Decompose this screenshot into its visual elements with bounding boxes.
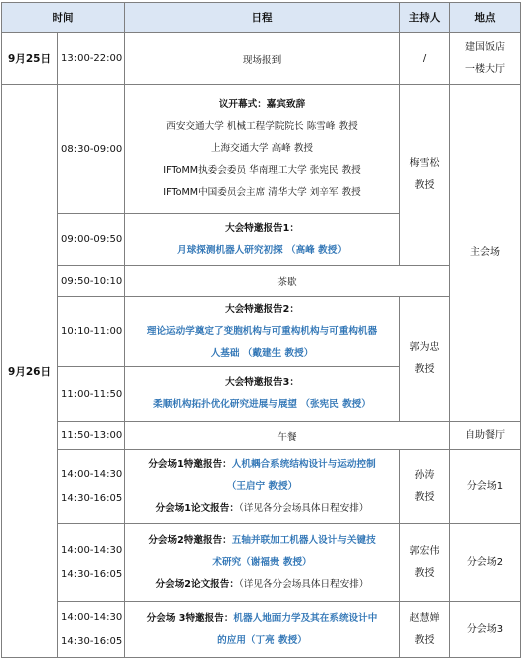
session3-time1: 14:00-14:30: [61, 611, 123, 623]
session3-cell: [125, 602, 400, 658]
opening-cell: [125, 85, 400, 214]
session1-host-name: 孙涛: [414, 469, 435, 481]
session2-time2: 14:30-16:05: [61, 568, 123, 580]
header-row: [2, 3, 521, 33]
break-row: [2, 266, 521, 297]
opening-host-name: 梅雪松: [409, 158, 440, 169]
lunch-time: 11:50-13:00: [58, 422, 125, 450]
keynote2-title: 大会特邀报告2：: [225, 303, 299, 315]
session2-row: [2, 524, 521, 602]
session3-times: [58, 602, 125, 658]
opening-host: [400, 85, 450, 266]
session2-host-title: 教授: [414, 567, 435, 579]
session2-topic2: 术研究（谢福贵 教授）: [212, 556, 312, 568]
day1-time: 13:00-22:00: [58, 33, 125, 85]
session2-host: [400, 524, 450, 602]
session3-time2: 14:30-16:05: [61, 635, 123, 647]
main-venue: 主会场: [450, 85, 521, 422]
keynote2-topic-line1: 理论运动学奠定了变胞机构与可重构机构与可重构机器: [146, 325, 378, 337]
keynote1-topic: 月球探测机器人研究初探 （高峰 教授）: [177, 244, 347, 256]
day1-host: /: [400, 33, 450, 85]
day1-venue-line1: 建国饭店: [465, 41, 505, 53]
host2-title: 教授: [414, 364, 435, 375]
opening-line-3: IFToMM执委会委员 华南理工大学 张宪民 教授: [163, 165, 361, 176]
opening-line-2: 上海交通大学 高峰 教授: [210, 143, 314, 154]
header-host: 主持人: [400, 3, 450, 33]
session2-cell: [125, 524, 400, 602]
session3-host-name: 赵慧婵: [409, 612, 440, 624]
day2-date: 9月26日: [2, 85, 58, 658]
session2-host-name: 郭宏伟: [409, 545, 440, 557]
opening-row: [2, 85, 521, 214]
session1-paper-label: 分会场1论文报告：: [155, 502, 239, 514]
day1-event: 现场报到: [125, 33, 400, 85]
keynote2-topic-line2: 人基础 （戴建生 教授）: [210, 347, 314, 359]
opening-title: 议开幕式：嘉宾致辞: [218, 99, 306, 110]
session3-row: [2, 602, 521, 658]
session2-paper-label: 分会场2论文报告：: [155, 578, 239, 590]
keynote3-title: 大会特邀报告3：: [225, 377, 299, 388]
keynote1-title: 大会特邀报告1：: [225, 222, 299, 234]
lunch-row: [2, 422, 521, 450]
opening-line-4: IFToMM中国委员会主席 清华大学 刘辛军 教授: [163, 187, 361, 198]
keynote1-cell: [125, 214, 400, 266]
day1-row: [2, 33, 521, 85]
session1-time1: 14:00-14:30: [61, 468, 123, 480]
day1-date: 9月25日: [2, 33, 58, 85]
session1-host-title: 教授: [414, 491, 435, 503]
opening-host-title: 教授: [414, 180, 435, 191]
keynote3-topic: 柔顺机构拓扑优化研究进展与展望 （张宪民 教授）: [153, 399, 371, 410]
opening-time: 08:30-09:00: [58, 85, 125, 214]
keynote3-time: 11:00-11:50: [58, 367, 125, 422]
session2-time1: 14:00-14:30: [61, 544, 123, 556]
session1-paper-note: （详见各分会场具体日程安排）: [238, 502, 369, 514]
lunch-venue: 自助餐厅: [450, 422, 521, 450]
session2-paper-note: （详见各分会场具体日程安排）: [238, 578, 369, 590]
header-schedule: 日程: [125, 3, 400, 33]
session1-label: 分会场1特邀报告：: [148, 458, 232, 470]
session2-times: [58, 524, 125, 602]
day1-venue: [450, 33, 521, 85]
keynote2-cell: [125, 297, 400, 367]
break-label: 茶歇: [125, 266, 450, 297]
break-time: 09:50-10:10: [58, 266, 125, 297]
header-venue: 地点: [450, 3, 521, 33]
session2-topic1: 五轴并联加工机器人设计与关键技: [231, 534, 376, 546]
session1-row: [2, 450, 521, 524]
keynote3-cell: [125, 367, 400, 422]
schedule-table: [1, 2, 521, 658]
session1-topic1: 人机耦合系统结构设计与运动控制: [231, 458, 376, 470]
lunch-label: 午餐: [125, 422, 450, 450]
session-host-2: [400, 297, 450, 422]
session3-topic1: 机器人地面力学及其在系统设计中: [233, 612, 378, 624]
session3-host: [400, 602, 450, 658]
session1-time2: 14:30-16:05: [61, 492, 123, 504]
session1-times: [58, 450, 125, 524]
session3-host-title: 教授: [414, 634, 435, 646]
session1-venue: 分会场1: [450, 450, 521, 524]
session3-venue: 分会场3: [450, 602, 521, 658]
session1-topic2: （王启宁 教授）: [226, 480, 298, 492]
keynote1-time: 09:00-09:50: [58, 214, 125, 266]
keynote2-row: [2, 297, 521, 367]
header-time: 时间: [2, 3, 125, 33]
session2-label: 分会场2特邀报告：: [148, 534, 232, 546]
session3-label: 分会场 3特邀报告：: [146, 612, 234, 624]
day1-venue-line2: 一楼大厅: [465, 63, 505, 75]
opening-line-1: 西安交通大学 机械工程学院院长 陈雪峰 教授: [166, 121, 358, 132]
session2-venue: 分会场2: [450, 524, 521, 602]
host2-name: 郭为忠: [409, 342, 440, 353]
session1-host: [400, 450, 450, 524]
session1-cell: [125, 450, 400, 524]
session3-topic2: 的应用（丁亮 教授）: [217, 634, 307, 646]
keynote2-time: 10:10-11:00: [58, 297, 125, 367]
